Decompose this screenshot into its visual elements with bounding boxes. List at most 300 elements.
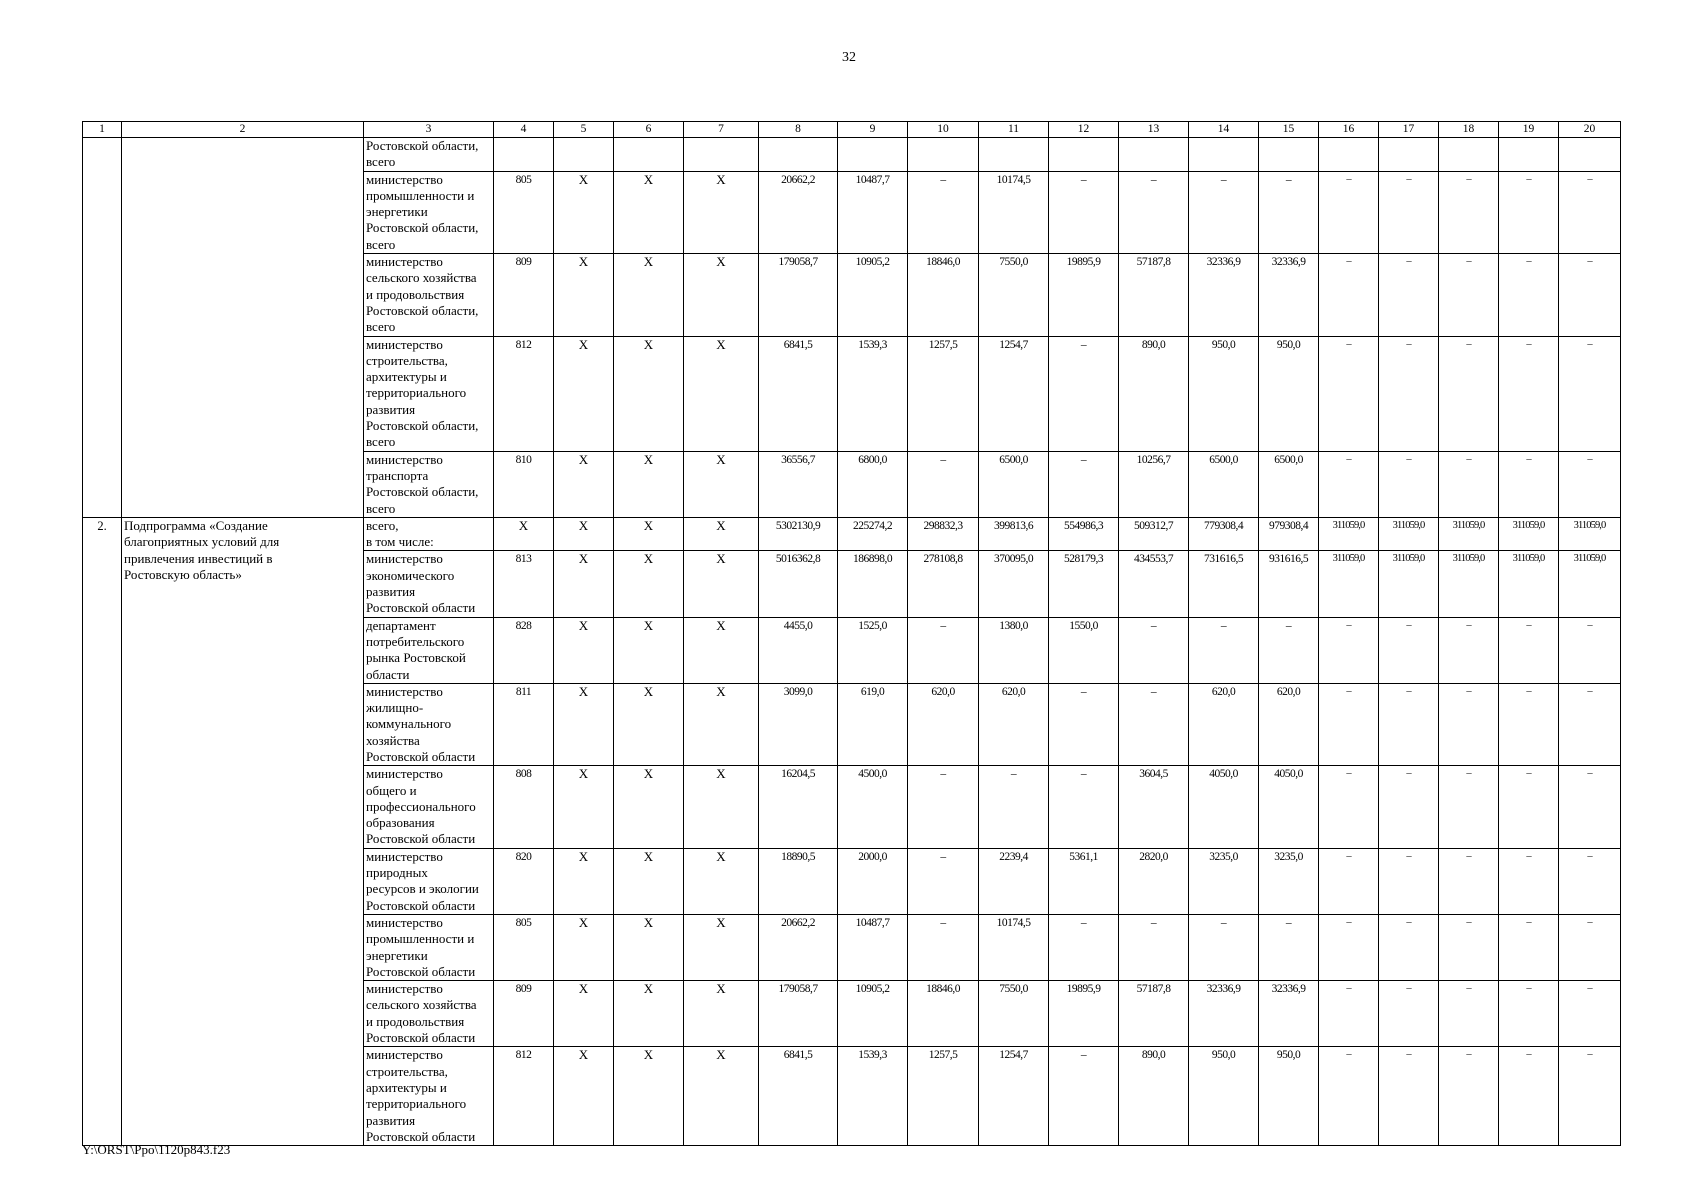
executor-cell <box>364 517 494 551</box>
amount-cell <box>1319 138 1379 172</box>
amount-cell: – <box>1379 848 1439 914</box>
amount-cell: 311059,0 <box>1319 517 1379 551</box>
table-row <box>83 138 1621 172</box>
amount-cell: – <box>1439 848 1499 914</box>
executor-line: Ростовской области, <box>366 220 479 236</box>
amount-cell: 1525,0 <box>838 617 908 683</box>
executor-line: всего <box>366 434 396 450</box>
amount-cell: 2239,4 <box>979 848 1049 914</box>
amount-cell: – <box>908 171 979 253</box>
subprogram-title-cell <box>122 517 364 1145</box>
executor-line: министерство <box>366 551 443 567</box>
amount-cell: 225274,2 <box>838 517 908 551</box>
classifier-cell: X <box>614 981 684 1047</box>
classifier-cell: X <box>684 171 759 253</box>
amount-cell: – <box>1439 981 1499 1047</box>
amount-cell: 10256,7 <box>1119 451 1189 517</box>
amount-cell: – <box>1559 254 1621 336</box>
amount-cell: – <box>1379 766 1439 848</box>
amount-cell: 950,0 <box>1259 1047 1319 1146</box>
executor-line: департамент <box>366 617 436 633</box>
amount-cell: 731616,5 <box>1189 551 1259 617</box>
amount-cell: – <box>908 914 979 980</box>
classifier-cell: X <box>614 766 684 848</box>
classifier-cell: X <box>554 617 614 683</box>
amount-cell <box>1049 138 1119 172</box>
amount-cell: 278108,8 <box>908 551 979 617</box>
amount-cell: – <box>1379 1047 1439 1146</box>
amount-cell: – <box>1319 336 1379 451</box>
amount-cell: 179058,7 <box>759 981 838 1047</box>
amount-cell: – <box>1119 617 1189 683</box>
classifier-cell: X <box>554 171 614 253</box>
classifier-cell: X <box>554 1047 614 1146</box>
amount-cell <box>1379 138 1439 172</box>
executor-line: развития <box>366 1112 416 1128</box>
amount-cell: 950,0 <box>1259 336 1319 451</box>
executor-cell <box>364 138 494 172</box>
executor-line: архитектуры и <box>366 1079 447 1095</box>
amount-cell: – <box>1319 617 1379 683</box>
column-number-cell: 19 <box>1499 122 1559 138</box>
amount-cell: – <box>1319 1047 1379 1146</box>
amount-cell: – <box>1559 171 1621 253</box>
amount-cell: 1539,3 <box>838 1047 908 1146</box>
executor-line: строительства, <box>366 352 448 368</box>
amount-cell: – <box>908 848 979 914</box>
amount-cell: 1254,7 <box>979 336 1049 451</box>
amount-cell: 6841,5 <box>759 336 838 451</box>
column-number-cell: 8 <box>759 122 838 138</box>
column-number-cell: 1 <box>83 122 122 138</box>
amount-cell: 32336,9 <box>1259 254 1319 336</box>
executor-line: Ростовской области, <box>366 418 479 434</box>
code-cell <box>494 138 554 172</box>
executor-cell <box>364 336 494 451</box>
executor-line: министерство <box>366 766 443 782</box>
amount-cell: 1380,0 <box>979 617 1049 683</box>
amount-cell: 311059,0 <box>1499 551 1559 617</box>
table-row <box>83 517 1621 551</box>
executor-line: Ростовской области <box>366 1030 476 1046</box>
amount-cell: 979308,4 <box>1259 517 1319 551</box>
executor-line: рынка Ростовской <box>366 650 466 666</box>
amount-cell: 57187,8 <box>1119 981 1189 1047</box>
amount-cell: – <box>1559 981 1621 1047</box>
executor-line: и продовольствия <box>366 286 465 302</box>
amount-cell: – <box>1189 914 1259 980</box>
classifier-cell: X <box>684 766 759 848</box>
amount-cell: – <box>1559 1047 1621 1146</box>
amount-cell: 620,0 <box>908 683 979 765</box>
amount-cell: – <box>1049 1047 1119 1146</box>
amount-cell: – <box>1559 766 1621 848</box>
amount-cell: 311059,0 <box>1439 517 1499 551</box>
amount-cell <box>908 138 979 172</box>
amount-cell <box>979 138 1049 172</box>
column-number-cell: 5 <box>554 122 614 138</box>
amount-cell: – <box>1119 683 1189 765</box>
amount-cell: – <box>1189 617 1259 683</box>
amount-cell: 1550,0 <box>1049 617 1119 683</box>
code-cell: 813 <box>494 551 554 617</box>
amount-cell: – <box>1049 171 1119 253</box>
amount-cell <box>1559 138 1621 172</box>
column-number-cell: 6 <box>614 122 684 138</box>
executor-line: энергетики <box>366 204 428 220</box>
executor-line: ресурсов и экологии <box>366 881 479 897</box>
amount-cell: 554986,3 <box>1049 517 1119 551</box>
amount-cell: – <box>1259 171 1319 253</box>
amount-cell: 10905,2 <box>838 254 908 336</box>
amount-cell: 950,0 <box>1189 336 1259 451</box>
amount-cell: – <box>1319 766 1379 848</box>
classifier-cell: X <box>554 517 614 551</box>
amount-cell: 4500,0 <box>838 766 908 848</box>
classifier-cell: X <box>554 336 614 451</box>
amount-cell: 10905,2 <box>838 981 908 1047</box>
executor-line: министерство <box>366 451 443 467</box>
executor-line: энергетики <box>366 947 428 963</box>
amount-cell: 3235,0 <box>1189 848 1259 914</box>
amount-cell: – <box>1379 336 1439 451</box>
classifier-cell: X <box>614 1047 684 1146</box>
classifier-cell: X <box>554 683 614 765</box>
executor-cell <box>364 683 494 765</box>
amount-cell: 32336,9 <box>1189 254 1259 336</box>
amount-cell: 528179,3 <box>1049 551 1119 617</box>
executor-line: территориального <box>366 385 467 401</box>
amount-cell: – <box>1499 766 1559 848</box>
amount-cell: – <box>1049 683 1119 765</box>
amount-cell: 311059,0 <box>1559 517 1621 551</box>
column-number-cell: 16 <box>1319 122 1379 138</box>
amount-cell: – <box>1559 336 1621 451</box>
page-number: 32 <box>842 50 856 65</box>
row-index-cell: 2. <box>83 517 122 1145</box>
classifier-cell: X <box>684 683 759 765</box>
classifier-cell: X <box>684 254 759 336</box>
amount-cell: 931616,5 <box>1259 551 1319 617</box>
executor-cell <box>364 617 494 683</box>
executor-cell <box>364 914 494 980</box>
column-number-cell: 13 <box>1119 122 1189 138</box>
column-number-row <box>83 122 1621 138</box>
amount-cell: 32336,9 <box>1189 981 1259 1047</box>
code-cell: 812 <box>494 336 554 451</box>
classifier-cell: X <box>554 914 614 980</box>
amount-cell: 10174,5 <box>979 171 1049 253</box>
amount-cell: – <box>1499 451 1559 517</box>
executor-line: сельского хозяйства <box>366 270 477 286</box>
amount-cell <box>759 138 838 172</box>
subprogram-title-line: привлечения инвестиций в <box>124 550 273 566</box>
executor-line: развития <box>366 584 416 600</box>
amount-cell: – <box>1319 451 1379 517</box>
amount-cell: 10174,5 <box>979 914 1049 980</box>
budget-table <box>82 121 1621 1146</box>
amount-cell: 1539,3 <box>838 336 908 451</box>
amount-cell: 186898,0 <box>838 551 908 617</box>
amount-cell: 311059,0 <box>1499 517 1559 551</box>
classifier-cell: X <box>684 848 759 914</box>
classifier-cell: X <box>614 914 684 980</box>
amount-cell <box>1119 138 1189 172</box>
amount-cell: 4050,0 <box>1259 766 1319 848</box>
amount-cell: – <box>1319 848 1379 914</box>
amount-cell: 620,0 <box>1189 683 1259 765</box>
amount-cell: 36556,7 <box>759 451 838 517</box>
classifier-cell: X <box>684 1047 759 1146</box>
amount-cell: – <box>1319 254 1379 336</box>
executor-line: министерство <box>366 1047 443 1063</box>
executor-line: министерство <box>366 914 443 930</box>
amount-cell: 6800,0 <box>838 451 908 517</box>
executor-line: и продовольствия <box>366 1013 465 1029</box>
executor-line: области <box>366 666 410 682</box>
amount-cell: – <box>1319 914 1379 980</box>
executor-cell <box>364 551 494 617</box>
column-number-cell: 10 <box>908 122 979 138</box>
amount-cell: 20662,2 <box>759 171 838 253</box>
column-number-cell: 18 <box>1439 122 1499 138</box>
amount-cell: 179058,7 <box>759 254 838 336</box>
amount-cell <box>1189 138 1259 172</box>
amount-cell: 620,0 <box>1259 683 1319 765</box>
executor-cell <box>364 171 494 253</box>
executor-line: образования <box>366 815 435 831</box>
executor-cell <box>364 451 494 517</box>
column-number-cell: 20 <box>1559 122 1621 138</box>
amount-cell: 6500,0 <box>1189 451 1259 517</box>
amount-cell: – <box>1559 683 1621 765</box>
amount-cell: – <box>1319 683 1379 765</box>
amount-cell: – <box>1379 914 1439 980</box>
classifier-cell <box>554 138 614 172</box>
amount-cell: 4455,0 <box>759 617 838 683</box>
amount-cell: 5302130,9 <box>759 517 838 551</box>
classifier-cell: X <box>554 254 614 336</box>
amount-cell: – <box>1439 766 1499 848</box>
code-cell: X <box>494 517 554 551</box>
classifier-cell: X <box>614 171 684 253</box>
code-cell: 805 <box>494 914 554 980</box>
amount-cell: – <box>1119 914 1189 980</box>
classifier-cell: X <box>684 981 759 1047</box>
amount-cell: – <box>1499 981 1559 1047</box>
executor-line: всего, <box>366 517 399 533</box>
classifier-cell: X <box>614 551 684 617</box>
amount-cell: 779308,4 <box>1189 517 1259 551</box>
executor-line: министерство <box>366 981 443 997</box>
amount-cell: – <box>1439 451 1499 517</box>
executor-line: хозяйства <box>366 732 420 748</box>
amount-cell: 950,0 <box>1189 1047 1259 1146</box>
executor-line: общего и <box>366 782 417 798</box>
executor-line: всего <box>366 319 396 335</box>
amount-cell: – <box>1259 617 1319 683</box>
classifier-cell: X <box>614 517 684 551</box>
amount-cell: 2820,0 <box>1119 848 1189 914</box>
column-number-cell: 14 <box>1189 122 1259 138</box>
amount-cell: 311059,0 <box>1439 551 1499 617</box>
amount-cell: – <box>1439 914 1499 980</box>
amount-cell: 311059,0 <box>1319 551 1379 617</box>
row-index-cell <box>83 138 122 518</box>
subprogram-title-line: Ростовскую область» <box>124 567 242 583</box>
amount-cell <box>838 138 908 172</box>
amount-cell: – <box>1119 171 1189 253</box>
amount-cell: 10487,7 <box>838 171 908 253</box>
amount-cell: 620,0 <box>979 683 1049 765</box>
amount-cell: – <box>1049 336 1119 451</box>
amount-cell: 32336,9 <box>1259 981 1319 1047</box>
amount-cell: – <box>1439 617 1499 683</box>
executor-line: Ростовской области <box>366 897 476 913</box>
code-cell: 828 <box>494 617 554 683</box>
amount-cell: – <box>1499 617 1559 683</box>
amount-cell: 311059,0 <box>1379 551 1439 617</box>
classifier-cell: X <box>684 336 759 451</box>
amount-cell: 10487,7 <box>838 914 908 980</box>
amount-cell: – <box>1559 451 1621 517</box>
amount-cell: 1257,5 <box>908 1047 979 1146</box>
executor-line: в том числе: <box>366 534 434 550</box>
amount-cell: – <box>1049 766 1119 848</box>
executor-line: министерство <box>366 171 443 187</box>
amount-cell: 434553,7 <box>1119 551 1189 617</box>
column-number-cell: 2 <box>122 122 364 138</box>
amount-cell: – <box>908 766 979 848</box>
amount-cell: – <box>1439 171 1499 253</box>
column-number-cell: 9 <box>838 122 908 138</box>
executor-line: сельского хозяйства <box>366 997 477 1013</box>
amount-cell: 509312,7 <box>1119 517 1189 551</box>
amount-cell: – <box>1319 171 1379 253</box>
executor-line: Ростовской области, <box>366 484 479 500</box>
program-name-cell <box>122 138 364 518</box>
column-number-cell: 15 <box>1259 122 1319 138</box>
executor-line: министерство <box>366 683 443 699</box>
classifier-cell: X <box>554 848 614 914</box>
executor-line: министерство <box>366 336 443 352</box>
executor-line: министерство <box>366 848 443 864</box>
column-number-cell: 11 <box>979 122 1049 138</box>
classifier-cell: X <box>614 848 684 914</box>
amount-cell: 311059,0 <box>1559 551 1621 617</box>
amount-cell: – <box>1499 336 1559 451</box>
amount-cell: 16204,5 <box>759 766 838 848</box>
classifier-cell: X <box>684 551 759 617</box>
amount-cell: 18890,5 <box>759 848 838 914</box>
amount-cell: – <box>1499 171 1559 253</box>
amount-cell: 3604,5 <box>1119 766 1189 848</box>
executor-line: промышленности и <box>366 931 475 947</box>
amount-cell: – <box>1439 1047 1499 1146</box>
classifier-cell: X <box>614 254 684 336</box>
subprogram-title-line: Подпрограмма «Создание <box>124 517 268 533</box>
executor-line: Ростовской области <box>366 1128 476 1144</box>
code-cell: 820 <box>494 848 554 914</box>
amount-cell: – <box>908 617 979 683</box>
amount-cell: 20662,2 <box>759 914 838 980</box>
amount-cell: 2000,0 <box>838 848 908 914</box>
code-cell: 805 <box>494 171 554 253</box>
code-cell: 808 <box>494 766 554 848</box>
amount-cell: – <box>1559 617 1621 683</box>
executor-line: транспорта <box>366 467 429 483</box>
amount-cell: 619,0 <box>838 683 908 765</box>
amount-cell: – <box>1559 914 1621 980</box>
executor-line: развития <box>366 401 416 417</box>
amount-cell: 370095,0 <box>979 551 1049 617</box>
amount-cell: 19895,9 <box>1049 981 1119 1047</box>
executor-cell <box>364 766 494 848</box>
amount-cell: 890,0 <box>1119 1047 1189 1146</box>
amount-cell: 18846,0 <box>908 254 979 336</box>
classifier-cell: X <box>684 914 759 980</box>
amount-cell: 1257,5 <box>908 336 979 451</box>
amount-cell: – <box>1439 683 1499 765</box>
amount-cell: – <box>1319 981 1379 1047</box>
amount-cell: 3235,0 <box>1259 848 1319 914</box>
amount-cell: – <box>1189 171 1259 253</box>
amount-cell: 6500,0 <box>979 451 1049 517</box>
amount-cell: – <box>1379 171 1439 253</box>
executor-line: природных <box>366 865 428 881</box>
amount-cell <box>1259 138 1319 172</box>
executor-line: Ростовской области <box>366 831 476 847</box>
column-number-cell: 12 <box>1049 122 1119 138</box>
executor-line: Ростовской области <box>366 963 476 979</box>
amount-cell: 6841,5 <box>759 1047 838 1146</box>
executor-line: министерство <box>366 254 443 270</box>
amount-cell: – <box>1379 451 1439 517</box>
executor-line: профессионального <box>366 798 476 814</box>
amount-cell: 57187,8 <box>1119 254 1189 336</box>
executor-cell <box>364 1047 494 1146</box>
amount-cell <box>1499 138 1559 172</box>
amount-cell: 7550,0 <box>979 254 1049 336</box>
amount-cell: 3099,0 <box>759 683 838 765</box>
file-path-footer: Y:\ORST\Ppo\1120p843.f23 <box>82 1142 231 1157</box>
classifier-cell <box>614 138 684 172</box>
amount-cell: 4050,0 <box>1189 766 1259 848</box>
executor-line: Ростовской области, <box>366 138 479 153</box>
amount-cell: – <box>1499 914 1559 980</box>
executor-line: архитектуры и <box>366 369 447 385</box>
amount-cell: 1254,7 <box>979 1047 1049 1146</box>
amount-cell: 19895,9 <box>1049 254 1119 336</box>
executor-line: Ростовской области, <box>366 302 479 318</box>
amount-cell: – <box>1499 254 1559 336</box>
executor-line: строительства, <box>366 1063 448 1079</box>
column-number-cell: 4 <box>494 122 554 138</box>
executor-line: всего <box>366 236 396 252</box>
classifier-cell: X <box>554 551 614 617</box>
table-body <box>83 122 1621 1146</box>
amount-cell: – <box>1439 336 1499 451</box>
amount-cell: – <box>908 451 979 517</box>
classifier-cell: X <box>614 451 684 517</box>
amount-cell: 5361,1 <box>1049 848 1119 914</box>
amount-cell: 7550,0 <box>979 981 1049 1047</box>
executor-line: территориального <box>366 1096 467 1112</box>
amount-cell: – <box>1379 617 1439 683</box>
executor-line: коммунального <box>366 716 452 732</box>
amount-cell: – <box>979 766 1049 848</box>
executor-line: жилищно- <box>366 700 424 716</box>
